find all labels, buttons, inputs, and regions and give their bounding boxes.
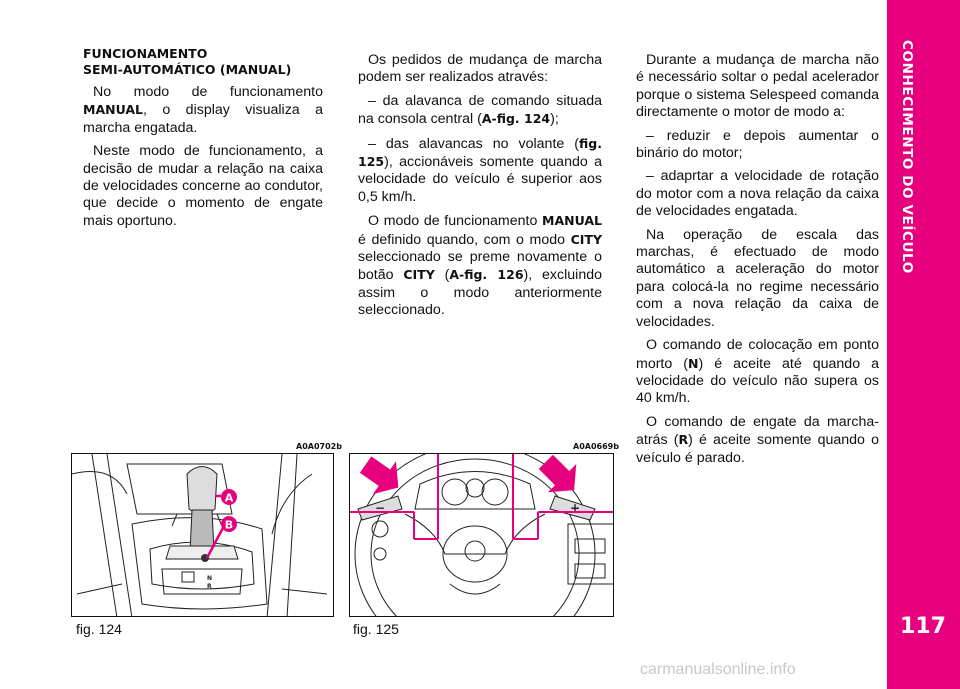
figure-caption: fig. 125: [353, 621, 399, 637]
bold-term: MANUAL: [542, 213, 602, 229]
section-title-text: CONHECIMENTO DO VEÍCULO: [899, 40, 915, 274]
watermark: carmanualsonline.info: [640, 661, 796, 678]
figure-125-steering-paddles: [349, 453, 614, 617]
heading-line-1: FUNCIONAMENTO: [83, 46, 208, 61]
figure-caption: fig. 124: [76, 621, 122, 637]
column-1: [83, 46, 323, 236]
gear-r-label: R: [207, 583, 212, 590]
callout-b-label: B: [224, 518, 234, 532]
paragraph: O comando de colocação em ponto morto (N) é aceite até quando a velocidade do veículo não supera os 40 km/h.: [636, 337, 879, 407]
bold-term: N: [688, 355, 699, 371]
minus-paddle-label: −: [374, 501, 386, 515]
paragraph: O comando de engate da marcha-atrás (R) é aceite somente quando o veículo é parado.: [636, 413, 879, 466]
paragraph: Na operação de escala das marchas, é efectuado de modo automático a aceleração do motor para colocá-la no regime necessário com a nova relação da caixa de velocidades.: [636, 226, 879, 330]
paragraph: No modo de funcionamento MANUAL, o display visualiza a marcha engatada.: [83, 84, 323, 136]
figure-reference: A-fig. 126: [449, 267, 524, 283]
bold-term: MANUAL: [83, 102, 143, 118]
figure-code: A0A0669b: [573, 442, 619, 451]
gear-n-label: N: [207, 575, 213, 582]
column-2: [358, 52, 602, 326]
bold-term: R: [678, 432, 689, 448]
paragraph: O modo de funcionamento MANUAL é definido quando, com o modo CITY seleccionado se preme novamente o botão CITY (A-fig. 126), excluindo assim o modo anteriormente seleccionado.: [358, 213, 602, 319]
figure-code: A0A0702b: [296, 442, 342, 451]
callout-a-label: A: [224, 491, 234, 505]
gear-lever-illustration: [72, 454, 334, 617]
arrow-left-icon: [354, 454, 410, 504]
plus-paddle-label: +: [569, 501, 581, 515]
bold-term: CITY: [570, 231, 602, 247]
section-heading: [83, 46, 323, 78]
paragraph: – adaprtar a velocidade de rotação do motor com a nova relação da caixa de velocidades engatada.: [636, 168, 879, 220]
paragraph: – das alavancas no volante (fig. 125), accionáveis somente quando a velocidade do veículo é superior aos 0,5 km/h.: [358, 135, 602, 205]
paragraph: Os pedidos de mudança de marcha podem ser realizados através:: [358, 52, 602, 86]
figure-124-gear-lever: [71, 453, 334, 617]
section-title: [889, 40, 959, 340]
page-number: 117: [900, 614, 946, 639]
paragraph: Neste modo de funcionamento, a decisão de mudar a relação na caixa de velocidades concerne ao condutor, que decide o momento de engate mais oportuno.: [83, 143, 323, 229]
figure-reference: A-fig. 124: [481, 111, 551, 127]
paragraph: – da alavanca de comando situada na consola central (A-fig. 124);: [358, 92, 602, 128]
bold-term: CITY: [403, 267, 435, 283]
steering-wheel-illustration: [350, 454, 614, 617]
paragraph: – reduzir e depois aumentar o binário do motor;: [636, 127, 879, 162]
figure-reference: fig. 125: [358, 135, 602, 170]
heading-line-2: SEMI-AUTOMÁTICO (MANUAL): [83, 62, 292, 77]
column-3: [636, 52, 879, 473]
paragraph: Durante a mudança de marcha não é necessário soltar o pedal acelerador porque o sistema Selespeed comanda directamente o motor de modo a:: [636, 52, 879, 121]
